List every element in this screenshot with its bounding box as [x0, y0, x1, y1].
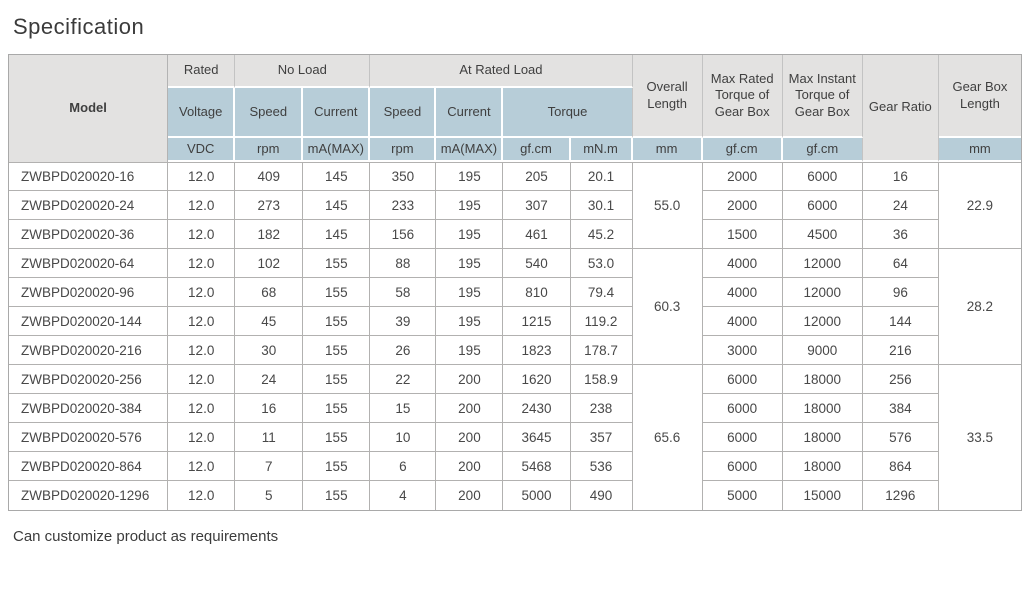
cell-rated-speed: 350: [370, 162, 436, 191]
cell-voltage: 12.0: [168, 365, 235, 394]
cell-model: ZWBPD020020-216: [9, 336, 168, 365]
cell-rated-speed: 26: [370, 336, 436, 365]
cell-no-load-current: 155: [303, 336, 370, 365]
cell-max-instant-torque: 6000: [783, 191, 863, 220]
cell-max-instant-torque: 18000: [783, 394, 863, 423]
cell-max-rated-torque: 3000: [703, 336, 783, 365]
table-row: [9, 481, 1021, 510]
cell-rated-speed: 6: [370, 452, 436, 481]
cell-max-instant-torque: 9000: [783, 336, 863, 365]
specification-page: [0, 13, 1024, 599]
cell-rated-current: 200: [436, 365, 503, 394]
cell-overall-length: 60.3: [633, 249, 703, 365]
cell-gear-ratio: 384: [863, 394, 939, 423]
cell-torque-gfcm: 2430: [503, 394, 570, 423]
cell-torque-gfcm: 1215: [503, 307, 570, 336]
cell-torque-gfcm: 3645: [503, 423, 570, 452]
unit-overall-length: mm: [633, 138, 703, 162]
col-header-gear-box-length: Gear Box Length: [939, 55, 1021, 138]
cell-no-load-current: 145: [303, 191, 370, 220]
cell-voltage: 12.0: [168, 220, 235, 249]
cell-no-load-speed: 182: [235, 220, 303, 249]
cell-model: ZWBPD020020-96: [9, 278, 168, 307]
cell-rated-current: 195: [436, 220, 503, 249]
cell-max-instant-torque: 18000: [783, 423, 863, 452]
cell-no-load-current: 145: [303, 162, 370, 191]
col-header-max-instant-torque: Max Instant Torque of Gear Box: [783, 55, 863, 138]
table-row: [9, 423, 1021, 452]
cell-no-load-current: 155: [303, 423, 370, 452]
cell-voltage: 12.0: [168, 481, 235, 510]
cell-model: ZWBPD020020-16: [9, 162, 168, 191]
cell-no-load-speed: 7: [235, 452, 303, 481]
cell-torque-mnm: 119.2: [571, 307, 633, 336]
cell-rated-speed: 88: [370, 249, 436, 278]
cell-gear-ratio: 144: [863, 307, 939, 336]
cell-model: ZWBPD020020-24: [9, 191, 168, 220]
cell-no-load-current: 155: [303, 307, 370, 336]
cell-max-rated-torque: 4000: [703, 249, 783, 278]
cell-rated-current: 195: [436, 162, 503, 191]
cell-max-instant-torque: 6000: [783, 162, 863, 191]
table-row: [9, 394, 1021, 423]
cell-torque-mnm: 357: [571, 423, 633, 452]
cell-gear-box-length: 33.5: [939, 365, 1021, 510]
table-row: [9, 365, 1021, 394]
cell-no-load-speed: 45: [235, 307, 303, 336]
cell-max-rated-torque: 6000: [703, 365, 783, 394]
unit-no-load-current: mA(MAX): [303, 138, 370, 162]
cell-no-load-current: 155: [303, 452, 370, 481]
cell-gear-ratio: 64: [863, 249, 939, 278]
cell-no-load-speed: 24: [235, 365, 303, 394]
cell-model: ZWBPD020020-864: [9, 452, 168, 481]
page-title: Specification: [13, 14, 145, 39]
cell-torque-mnm: 30.1: [571, 191, 633, 220]
cell-voltage: 12.0: [168, 307, 235, 336]
cell-no-load-speed: 68: [235, 278, 303, 307]
unit-max-instant-torque: gf.cm: [783, 138, 863, 162]
cell-no-load-speed: 102: [235, 249, 303, 278]
unit-no-load-speed: rpm: [235, 138, 303, 162]
cell-voltage: 12.0: [168, 191, 235, 220]
cell-gear-ratio: 256: [863, 365, 939, 394]
cell-rated-current: 195: [436, 307, 503, 336]
cell-no-load-current: 155: [303, 365, 370, 394]
cell-max-rated-torque: 4000: [703, 278, 783, 307]
cell-rated-current: 200: [436, 452, 503, 481]
cell-rated-current: 195: [436, 336, 503, 365]
cell-rated-current: 195: [436, 191, 503, 220]
cell-voltage: 12.0: [168, 452, 235, 481]
cell-max-rated-torque: 2000: [703, 162, 783, 191]
cell-torque-gfcm: 461: [503, 220, 570, 249]
cell-gear-ratio: 96: [863, 278, 939, 307]
cell-gear-ratio: 16: [863, 162, 939, 191]
table-row: [9, 307, 1021, 336]
table-row: [9, 220, 1021, 249]
cell-torque-gfcm: 540: [503, 249, 570, 278]
col-header-no-load-speed: Speed: [235, 88, 303, 138]
cell-model: ZWBPD020020-64: [9, 249, 168, 278]
cell-max-rated-torque: 4000: [703, 307, 783, 336]
cell-no-load-current: 155: [303, 249, 370, 278]
table-row: [9, 162, 1021, 191]
cell-no-load-current: 155: [303, 278, 370, 307]
cell-max-rated-torque: 6000: [703, 452, 783, 481]
header-row-groups: [9, 55, 1021, 88]
cell-voltage: 12.0: [168, 336, 235, 365]
cell-voltage: 12.0: [168, 249, 235, 278]
cell-torque-mnm: 158.9: [571, 365, 633, 394]
cell-max-rated-torque: 1500: [703, 220, 783, 249]
cell-voltage: 12.0: [168, 162, 235, 191]
cell-gear-ratio: 36: [863, 220, 939, 249]
cell-torque-gfcm: 810: [503, 278, 570, 307]
col-header-rated-speed: Speed: [370, 88, 436, 138]
cell-rated-speed: 15: [370, 394, 436, 423]
cell-model: ZWBPD020020-256: [9, 365, 168, 394]
cell-gear-box-length: 22.9: [939, 162, 1021, 249]
col-header-torque: Torque: [503, 88, 632, 138]
cell-no-load-current: 145: [303, 220, 370, 249]
col-header-no-load: No Load: [235, 55, 370, 88]
cell-rated-current: 200: [436, 394, 503, 423]
cell-rated-speed: 58: [370, 278, 436, 307]
cell-no-load-speed: 11: [235, 423, 303, 452]
cell-model: ZWBPD020020-144: [9, 307, 168, 336]
cell-rated-speed: 22: [370, 365, 436, 394]
table-row: [9, 191, 1021, 220]
unit-torque-gfcm: gf.cm: [503, 138, 570, 162]
cell-torque-mnm: 490: [571, 481, 633, 510]
unit-voltage: VDC: [168, 138, 235, 162]
unit-rated-current: mA(MAX): [436, 138, 503, 162]
cell-model: ZWBPD020020-384: [9, 394, 168, 423]
cell-max-instant-torque: 18000: [783, 365, 863, 394]
col-header-rated-current: Current: [436, 88, 503, 138]
cell-max-rated-torque: 6000: [703, 423, 783, 452]
cell-max-instant-torque: 12000: [783, 307, 863, 336]
cell-torque-mnm: 536: [571, 452, 633, 481]
cell-max-instant-torque: 4500: [783, 220, 863, 249]
cell-no-load-speed: 5: [235, 481, 303, 510]
col-header-voltage: Voltage: [168, 88, 235, 138]
unit-torque-mnm: mN.m: [571, 138, 633, 162]
table-row: [9, 336, 1021, 365]
cell-torque-mnm: 45.2: [571, 220, 633, 249]
cell-rated-current: 200: [436, 481, 503, 510]
col-header-max-rated-torque: Max Rated Torque of Gear Box: [703, 55, 783, 138]
cell-no-load-speed: 409: [235, 162, 303, 191]
cell-gear-ratio: 1296: [863, 481, 939, 510]
specification-table: [8, 54, 1022, 511]
cell-torque-gfcm: 205: [503, 162, 570, 191]
cell-torque-gfcm: 1823: [503, 336, 570, 365]
table-header: [9, 55, 1021, 162]
cell-gear-ratio: 864: [863, 452, 939, 481]
cell-no-load-speed: 16: [235, 394, 303, 423]
footnote: Can customize product as requirements: [13, 528, 279, 545]
col-header-rated: Rated: [168, 55, 235, 88]
cell-torque-mnm: 53.0: [571, 249, 633, 278]
cell-overall-length: 65.6: [633, 365, 703, 510]
cell-torque-mnm: 178.7: [571, 336, 633, 365]
cell-torque-gfcm: 1620: [503, 365, 570, 394]
cell-max-rated-torque: 2000: [703, 191, 783, 220]
cell-rated-speed: 10: [370, 423, 436, 452]
cell-gear-ratio: 576: [863, 423, 939, 452]
cell-overall-length: 55.0: [633, 162, 703, 249]
cell-gear-box-length: 28.2: [939, 249, 1021, 365]
cell-rated-speed: 233: [370, 191, 436, 220]
cell-no-load-speed: 273: [235, 191, 303, 220]
cell-torque-gfcm: 307: [503, 191, 570, 220]
cell-rated-speed: 4: [370, 481, 436, 510]
cell-rated-current: 195: [436, 278, 503, 307]
cell-no-load-speed: 30: [235, 336, 303, 365]
cell-torque-gfcm: 5000: [503, 481, 570, 510]
table-row: [9, 278, 1021, 307]
cell-voltage: 12.0: [168, 394, 235, 423]
cell-rated-current: 195: [436, 249, 503, 278]
cell-torque-mnm: 238: [571, 394, 633, 423]
cell-max-instant-torque: 12000: [783, 278, 863, 307]
col-header-gear-ratio: Gear Ratio: [863, 55, 939, 162]
cell-max-rated-torque: 6000: [703, 394, 783, 423]
cell-max-instant-torque: 18000: [783, 452, 863, 481]
unit-rated-speed: rpm: [370, 138, 436, 162]
table-row: [9, 249, 1021, 278]
cell-rated-current: 200: [436, 423, 503, 452]
cell-torque-gfcm: 5468: [503, 452, 570, 481]
cell-no-load-current: 155: [303, 394, 370, 423]
col-header-model: Model: [9, 55, 168, 162]
cell-rated-speed: 156: [370, 220, 436, 249]
col-header-at-rated-load: At Rated Load: [370, 55, 632, 88]
cell-torque-mnm: 79.4: [571, 278, 633, 307]
cell-rated-speed: 39: [370, 307, 436, 336]
cell-max-instant-torque: 12000: [783, 249, 863, 278]
cell-torque-mnm: 20.1: [571, 162, 633, 191]
cell-no-load-current: 155: [303, 481, 370, 510]
cell-model: ZWBPD020020-36: [9, 220, 168, 249]
cell-model: ZWBPD020020-576: [9, 423, 168, 452]
spec-table-body: [9, 162, 1021, 510]
unit-gear-box-length: mm: [939, 138, 1021, 162]
cell-max-rated-torque: 5000: [703, 481, 783, 510]
cell-gear-ratio: 216: [863, 336, 939, 365]
cell-model: ZWBPD020020-1296: [9, 481, 168, 510]
cell-max-instant-torque: 15000: [783, 481, 863, 510]
col-header-no-load-current: Current: [303, 88, 370, 138]
cell-voltage: 12.0: [168, 278, 235, 307]
cell-gear-ratio: 24: [863, 191, 939, 220]
unit-max-rated-torque: gf.cm: [703, 138, 783, 162]
table-row: [9, 452, 1021, 481]
col-header-overall-length: Overall Length: [633, 55, 703, 138]
cell-voltage: 12.0: [168, 423, 235, 452]
